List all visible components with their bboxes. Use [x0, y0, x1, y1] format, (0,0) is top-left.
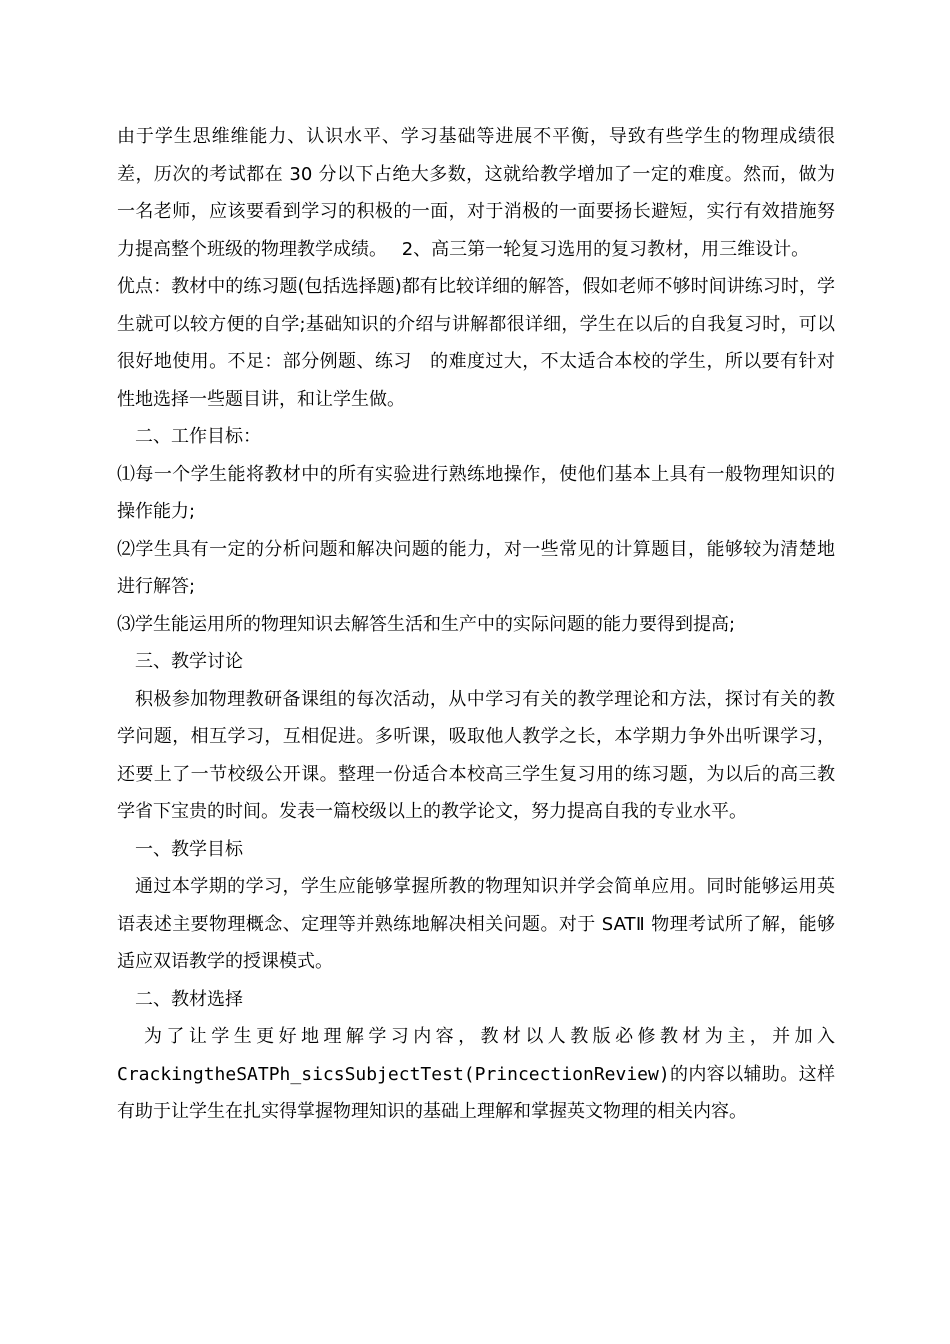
heading-teaching-objectives: 一、教学目标 [135, 838, 243, 860]
textbook-text-part-2: 的内容以辅助。这样有助于让学生在扎实得掌握物理知识的基础上理解和掌握英文物理的相关内容。 [117, 1063, 835, 1122]
paragraph-teaching-objectives: 通过本学期的学习，学生应能够掌握所教的物理知识并学会简单应用。同时能够运用英语表述主要物理概念、定理等并熟练地解决相关问题。对于 SATⅡ 物理考试所了解，能够适应双语教学的授课模式。 [117, 876, 835, 972]
heading-work-goals: 二、工作目标： [135, 426, 261, 447]
paragraph-pros-cons: 优点：教材中的练习题(包括选择题)都有比较详细的解答，假如老师不够时间讲练习时，学生就可以较方便的自学;基础知识的介绍与讲解都很详细，学生在以后的自我复习时，可以很好地使用。不足：部分例题、练习 的难度过大，不太适合本校的学生，所以要有针对性地选择一些题目讲，和让学生做。 [117, 276, 835, 410]
paragraph-teaching-discussion: 积极参加物理教研备课组的每次活动，从中学习有关的教学理论和方法，探讨有关的教学问题，相互学习，互相促进。多听课，吸取他人教学之长，本学期力争外出听课学习，还要上了一节校级公开课。整理一份适合本校高三学生复习用的练习题，为以后的高三教学省下宝贵的时间。发表一篇校级以上的教学论文，努力提高自我的专业水平。 [117, 688, 835, 822]
paragraph-intro: 由于学生思维维能力、认识水平、学习基础等进展不平衡，导致有些学生的物理成绩很差，历次的考试都在 30 分以下占绝大多数，这就给教学增加了一定的难度。然而，做为一名老师，应该要看到学习的积极的一面，对于消极的一面要扬长避短，实行有效措施努力提高整个班级的物理教学成绩。 2、高三第一轮复习选用的复习教材，用三维设计。 [117, 126, 835, 260]
goal-item-3: ⑶学生能运用所的物理知识去解答生活和生产中的实际问题的能力要得到提高; [117, 613, 736, 635]
goal-item-2: ⑵学生具有一定的分析问题和解决问题的能力，对一些常见的计算题目，能够较为清楚地进行解答; [117, 538, 835, 597]
document-page [117, 118, 835, 1131]
paragraph-textbook-selection [117, 1018, 835, 1131]
textbook-title: CrackingtheSATPh_sicsSubjectTest(PrincectionReview) [117, 1063, 670, 1085]
goal-item-1: ⑴每一个学生能将教材中的所有实验进行熟练地操作，使他们基本上具有一般物理知识的操作能力; [117, 463, 835, 522]
textbook-text-part-1: 为了让学生更好地理解学习内容，教材以人教版必修教材为主，并加入 [144, 1026, 835, 1047]
heading-textbook-selection: 二、教材选择 [135, 988, 243, 1010]
heading-teaching-discussion: 三、教学讨论 [135, 651, 243, 672]
